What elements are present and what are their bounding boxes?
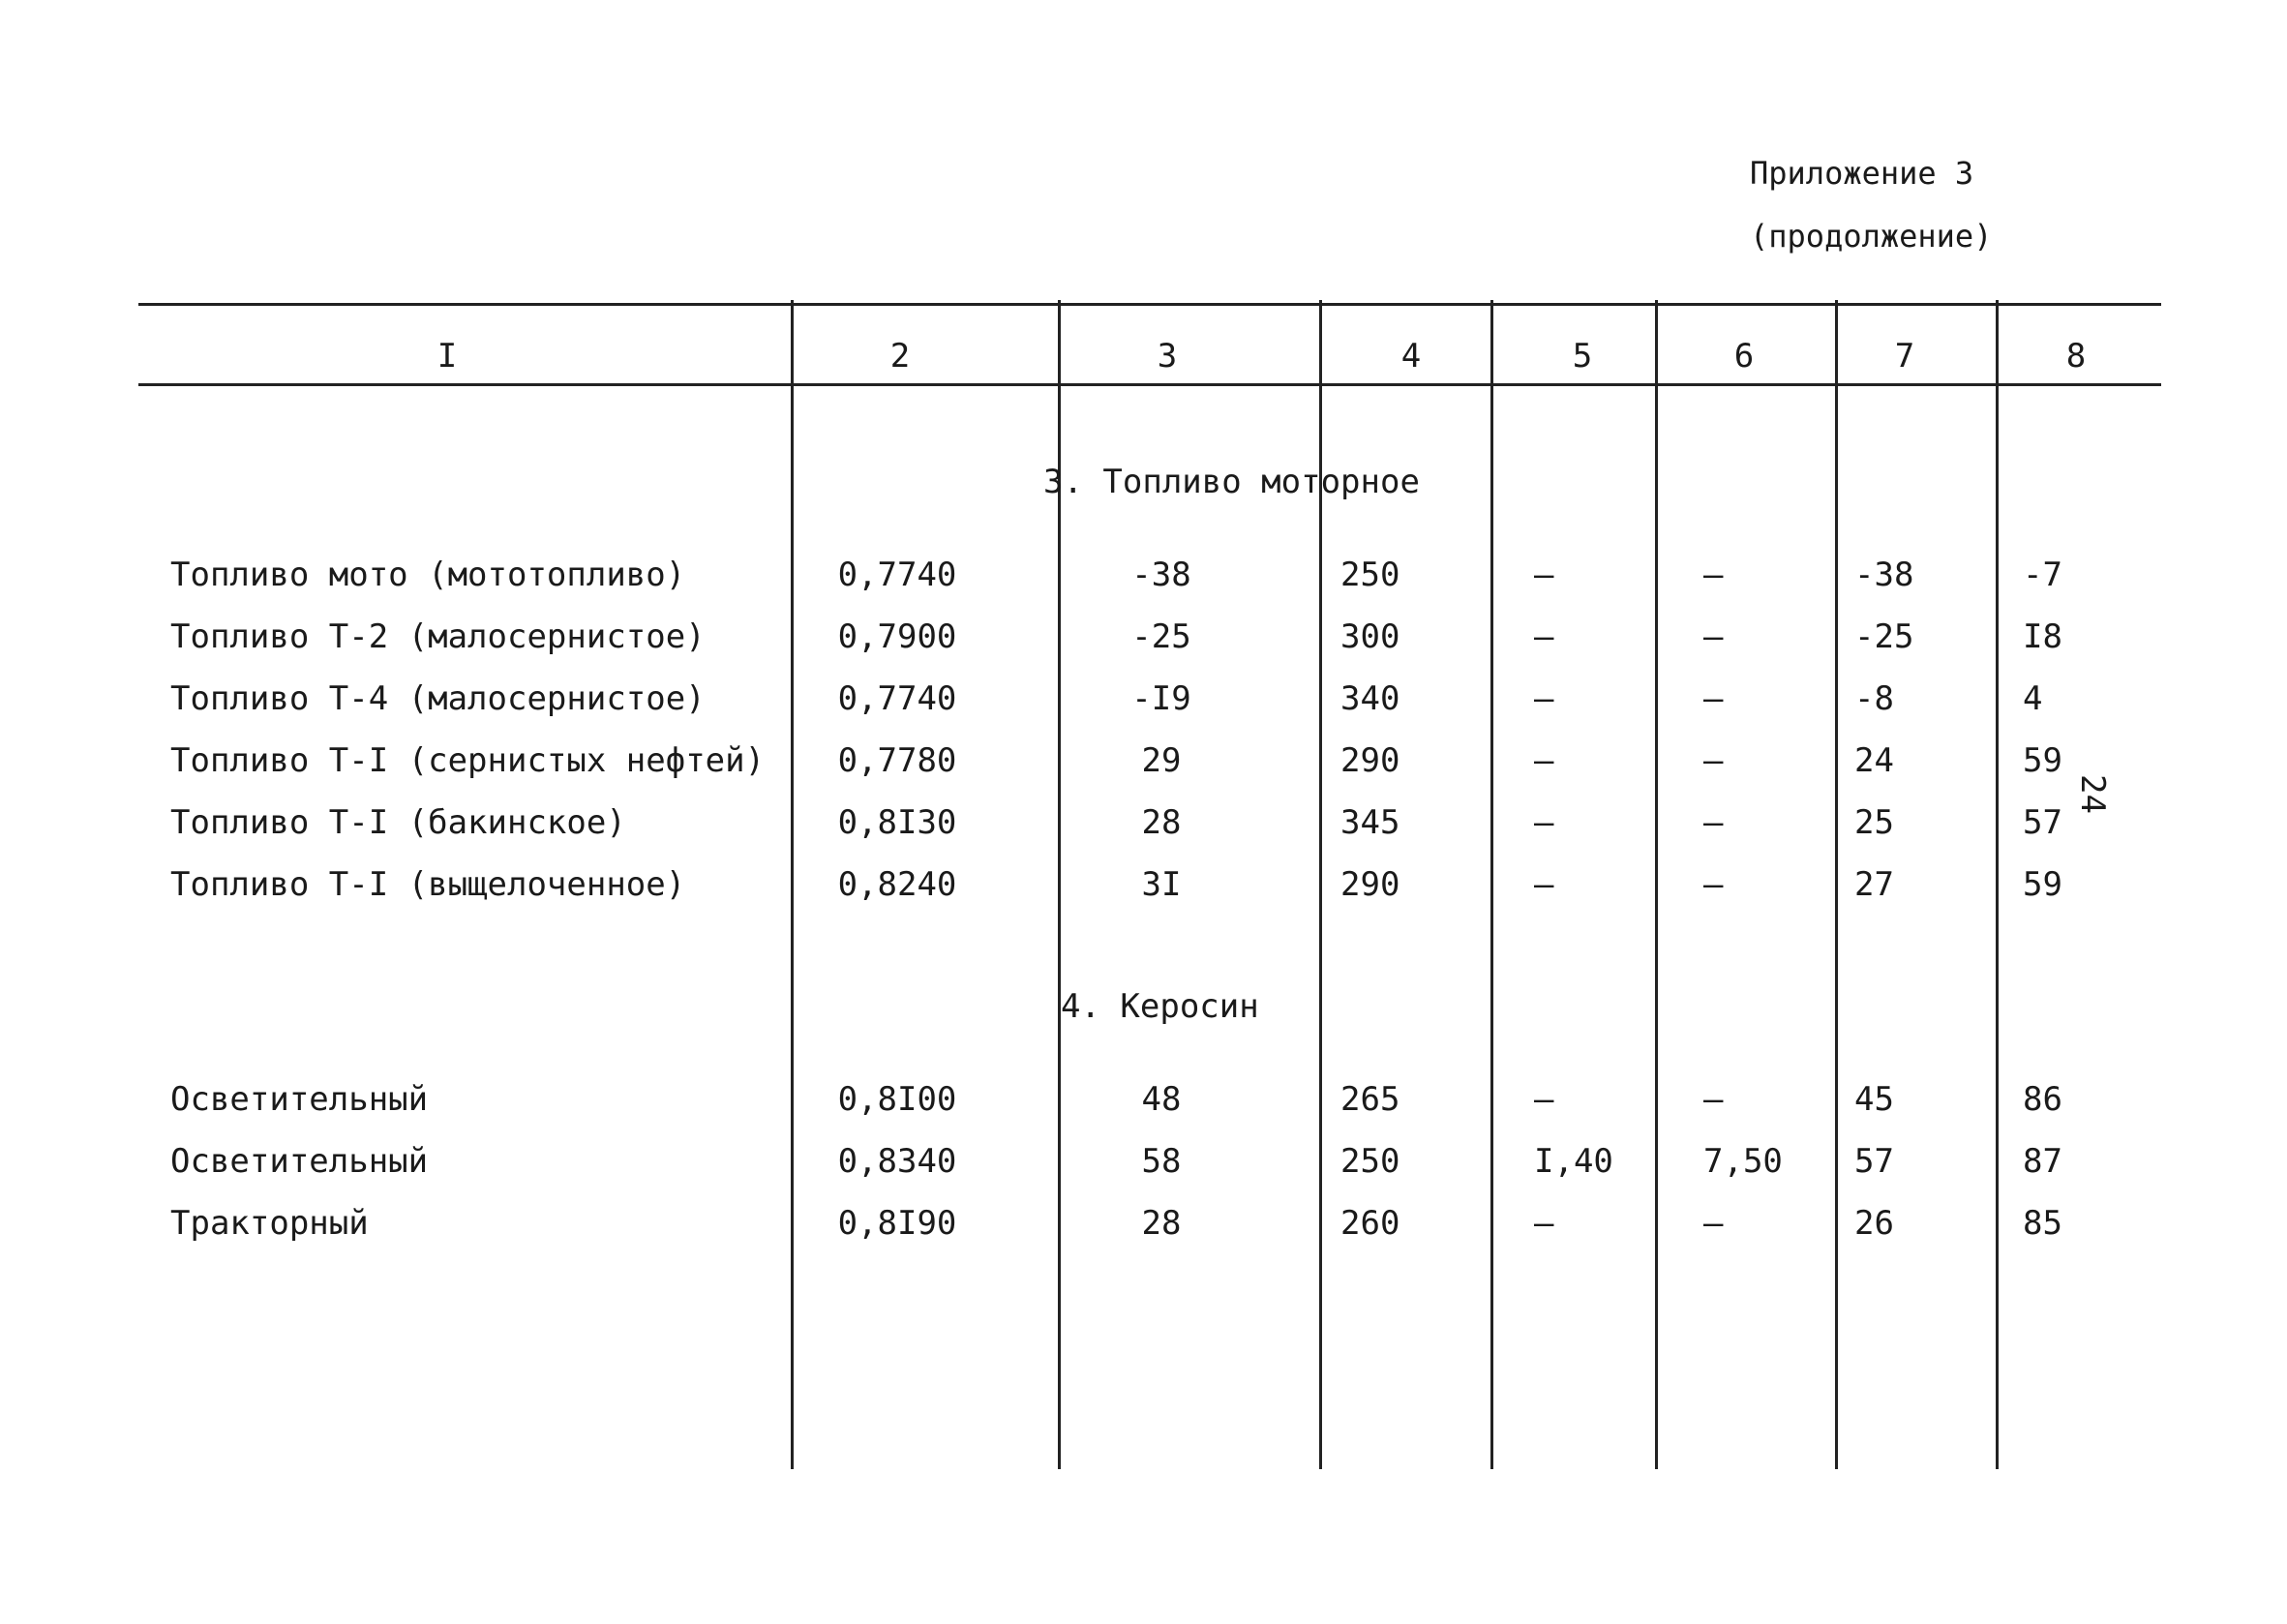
row-name: Осветительный [170, 1080, 429, 1119]
column-header-3: 3 [1157, 337, 1178, 376]
appendix-subtitle: (продолжение) [1750, 218, 1993, 255]
row-cell-col2: 0,8I30 [837, 803, 957, 842]
row-cell-col5: – [1534, 556, 1554, 594]
row-cell-col6: – [1703, 1080, 1724, 1119]
column-header-6: 6 [1733, 337, 1755, 376]
row-cell-col7: -8 [1854, 679, 1894, 718]
row-name: Тракторный [170, 1204, 369, 1243]
row-name: Топливо Т-I (бакинское) [170, 803, 626, 842]
row-cell-col2: 0,8I90 [837, 1204, 957, 1243]
row-cell-col8: I8 [2023, 617, 2062, 656]
row-cell-col6: – [1703, 679, 1724, 718]
row-cell-col4: 345 [1340, 803, 1400, 842]
row-cell-col6: 7,50 [1703, 1142, 1783, 1181]
row-name: Топливо Т-2 (малосернистое) [170, 617, 706, 656]
column-rule-5 [1655, 300, 1658, 1469]
row-cell-col7: 24 [1854, 741, 1894, 780]
row-cell-col3: 28 [1141, 803, 1182, 842]
column-rule-6 [1835, 300, 1838, 1469]
row-cell-col6: – [1703, 617, 1724, 656]
section-title-kerosene: 4. Керосин [1061, 987, 1259, 1026]
row-cell-col2: 0,8240 [837, 865, 957, 904]
row-cell-col2: 0,7780 [837, 741, 957, 780]
row-cell-col5: – [1534, 617, 1554, 656]
row-cell-col7: -38 [1854, 556, 1914, 594]
row-cell-col6: – [1703, 556, 1724, 594]
page-number: 24 [2073, 774, 2112, 814]
row-cell-col6: – [1703, 865, 1724, 904]
row-cell-col3: 3I [1141, 865, 1182, 904]
row-cell-col5: – [1534, 679, 1554, 718]
row-cell-col4: 300 [1340, 617, 1400, 656]
row-cell-col7: 26 [1854, 1204, 1894, 1243]
section-title-motor-fuel: 3. Топливо моторное [1043, 463, 1420, 501]
row-cell-col6: – [1703, 803, 1724, 842]
row-cell-col8: 85 [2023, 1204, 2062, 1243]
row-cell-col7: 27 [1854, 865, 1894, 904]
row-cell-col5: – [1534, 741, 1554, 780]
row-cell-col4: 340 [1340, 679, 1400, 718]
column-header-4: 4 [1400, 337, 1422, 376]
column-rule-1 [791, 300, 794, 1469]
row-cell-col5: I,40 [1534, 1142, 1613, 1181]
row-cell-col7: -25 [1854, 617, 1914, 656]
row-cell-col4: 265 [1340, 1080, 1400, 1119]
row-cell-col3: -25 [1131, 617, 1191, 656]
row-cell-col2: 0,8340 [837, 1142, 957, 1181]
row-name: Топливо мото (мототопливо) [170, 556, 686, 594]
row-cell-col3: -I9 [1131, 679, 1191, 718]
column-header-5: 5 [1572, 337, 1593, 376]
table-top-rule [138, 303, 2161, 306]
row-cell-col4: 260 [1340, 1204, 1400, 1243]
row-cell-col4: 290 [1340, 865, 1400, 904]
row-cell-col4: 250 [1340, 556, 1400, 594]
row-name: Топливо Т-4 (малосернистое) [170, 679, 706, 718]
column-header-1: I [436, 337, 458, 376]
row-cell-col5: – [1534, 1204, 1554, 1243]
row-cell-col2: 0,8I00 [837, 1080, 957, 1119]
row-cell-col8: 86 [2023, 1080, 2062, 1119]
row-name: Топливо Т-I (выщелоченное) [170, 865, 686, 904]
row-cell-col6: – [1703, 1204, 1724, 1243]
row-cell-col7: 25 [1854, 803, 1894, 842]
row-cell-col3: 48 [1141, 1080, 1182, 1119]
column-header-8: 8 [2065, 337, 2087, 376]
row-name: Осветительный [170, 1142, 429, 1181]
row-cell-col8: 87 [2023, 1142, 2062, 1181]
table-header-rule [138, 383, 2161, 386]
column-rule-7 [1996, 300, 1999, 1469]
row-cell-col8: 57 [2023, 803, 2062, 842]
row-cell-col3: -38 [1131, 556, 1191, 594]
row-cell-col4: 290 [1340, 741, 1400, 780]
row-cell-col5: – [1534, 1080, 1554, 1119]
row-cell-col7: 57 [1854, 1142, 1894, 1181]
row-cell-col3: 58 [1141, 1142, 1182, 1181]
row-cell-col5: – [1534, 803, 1554, 842]
row-cell-col2: 0,7900 [837, 617, 957, 656]
row-cell-col3: 28 [1141, 1204, 1182, 1243]
column-header-2: 2 [889, 337, 911, 376]
row-cell-col8: 4 [2023, 679, 2043, 718]
appendix-title: Приложение 3 [1750, 155, 1974, 192]
row-cell-col8: 59 [2023, 865, 2062, 904]
row-cell-col2: 0,7740 [837, 556, 957, 594]
row-cell-col6: – [1703, 741, 1724, 780]
row-cell-col5: – [1534, 865, 1554, 904]
row-cell-col8: -7 [2023, 556, 2062, 594]
column-rule-4 [1490, 300, 1493, 1469]
row-name: Топливо Т-I (сернистых нефтей) [170, 741, 766, 780]
row-cell-col4: 250 [1340, 1142, 1400, 1181]
row-cell-col3: 29 [1141, 741, 1182, 780]
column-header-7: 7 [1894, 337, 1915, 376]
row-cell-col2: 0,7740 [837, 679, 957, 718]
row-cell-col7: 45 [1854, 1080, 1894, 1119]
row-cell-col8: 59 [2023, 741, 2062, 780]
